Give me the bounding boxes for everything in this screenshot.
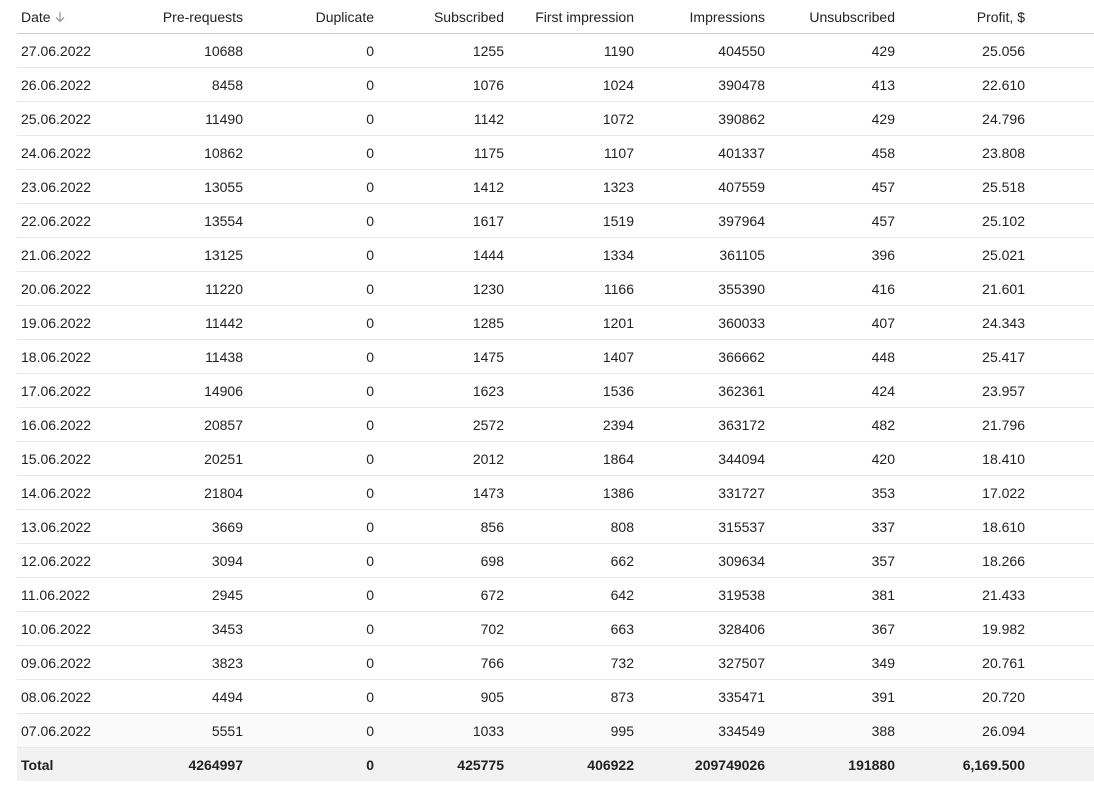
- cell-subscribed: 1285: [374, 306, 504, 340]
- cell-subscribed: 1623: [374, 374, 504, 408]
- total-row: [17, 748, 1094, 782]
- cell-subscribed: 1412: [374, 170, 504, 204]
- cell-prerequests: 4494: [131, 680, 243, 714]
- row-spacer: [1025, 510, 1094, 544]
- cell-impressions: 344094: [634, 442, 765, 476]
- cell-prerequests: 20857: [131, 408, 243, 442]
- cell-unsubscribed: 457: [765, 204, 895, 238]
- row-spacer: [1025, 238, 1094, 272]
- cell-unsubscribed: 458: [765, 136, 895, 170]
- cell-subscribed: 2572: [374, 408, 504, 442]
- table-row: [17, 476, 1094, 510]
- cell-date: 15.06.2022: [17, 442, 131, 476]
- table-row: [17, 374, 1094, 408]
- row-spacer: [1025, 442, 1094, 476]
- cell-profit: 17.022: [895, 476, 1025, 510]
- cell-prerequests: 3669: [131, 510, 243, 544]
- cell-duplicate: 0: [243, 136, 374, 170]
- cell-prerequests: 3094: [131, 544, 243, 578]
- cell-impressions: 327507: [634, 646, 765, 680]
- cell-date: 13.06.2022: [17, 510, 131, 544]
- cell-prerequests: 20251: [131, 442, 243, 476]
- cell-duplicate: 0: [243, 442, 374, 476]
- cell-profit: 19.982: [895, 612, 1025, 646]
- cell-first-impression: 1407: [504, 340, 634, 374]
- cell-profit: 24.796: [895, 102, 1025, 136]
- cell-duplicate: 0: [243, 646, 374, 680]
- cell-first-impression: 1323: [504, 170, 634, 204]
- table-row: [17, 306, 1094, 340]
- cell-first-impression: 1386: [504, 476, 634, 510]
- cell-impressions: 309634: [634, 544, 765, 578]
- cell-date: 16.06.2022: [17, 408, 131, 442]
- table-row: [17, 204, 1094, 238]
- column-header-label: Date: [21, 8, 51, 25]
- cell-first-impression: 663: [504, 612, 634, 646]
- stats-table: [17, 0, 1094, 781]
- cell-duplicate: 0: [243, 340, 374, 374]
- cell-duplicate: 0: [243, 34, 374, 68]
- cell-date: 08.06.2022: [17, 680, 131, 714]
- table-row: [17, 680, 1094, 714]
- cell-subscribed: 1617: [374, 204, 504, 238]
- cell-impressions: 335471: [634, 680, 765, 714]
- table-row: [17, 340, 1094, 374]
- row-spacer: [1025, 578, 1094, 612]
- row-spacer: [1025, 340, 1094, 374]
- table-row: [17, 578, 1094, 612]
- cell-prerequests: 8458: [131, 68, 243, 102]
- cell-impressions: 328406: [634, 612, 765, 646]
- table-row: [17, 238, 1094, 272]
- cell-impressions: 334549: [634, 714, 765, 748]
- cell-date: 14.06.2022: [17, 476, 131, 510]
- row-spacer: [1025, 714, 1094, 748]
- cell-unsubscribed: 367: [765, 612, 895, 646]
- cell-prerequests: 13125: [131, 238, 243, 272]
- cell-duplicate: 0: [243, 204, 374, 238]
- cell-profit: 25.102: [895, 204, 1025, 238]
- column-header-prerequests[interactable]: Pre-requests: [131, 0, 243, 34]
- cell-date: 20.06.2022: [17, 272, 131, 306]
- cell-subscribed: 2012: [374, 442, 504, 476]
- total-first-impression: 406922: [504, 748, 634, 782]
- cell-date: 24.06.2022: [17, 136, 131, 170]
- cell-impressions: 315537: [634, 510, 765, 544]
- cell-subscribed: 1475: [374, 340, 504, 374]
- cell-duplicate: 0: [243, 544, 374, 578]
- table-row: [17, 102, 1094, 136]
- cell-impressions: 397964: [634, 204, 765, 238]
- cell-first-impression: 1024: [504, 68, 634, 102]
- cell-unsubscribed: 424: [765, 374, 895, 408]
- cell-profit: 23.808: [895, 136, 1025, 170]
- row-spacer: [1025, 68, 1094, 102]
- cell-subscribed: 1175: [374, 136, 504, 170]
- cell-prerequests: 13055: [131, 170, 243, 204]
- cell-first-impression: 1334: [504, 238, 634, 272]
- cell-profit: 23.957: [895, 374, 1025, 408]
- row-spacer: [1025, 170, 1094, 204]
- table-row: [17, 272, 1094, 306]
- cell-unsubscribed: 482: [765, 408, 895, 442]
- cell-unsubscribed: 388: [765, 714, 895, 748]
- cell-first-impression: 732: [504, 646, 634, 680]
- cell-profit: 24.343: [895, 306, 1025, 340]
- cell-prerequests: 3823: [131, 646, 243, 680]
- cell-profit: 25.518: [895, 170, 1025, 204]
- cell-first-impression: 1107: [504, 136, 634, 170]
- row-spacer: [1025, 612, 1094, 646]
- column-header-date[interactable]: [17, 0, 131, 34]
- cell-impressions: 355390: [634, 272, 765, 306]
- cell-subscribed: 672: [374, 578, 504, 612]
- column-header-impressions[interactable]: Impressions: [634, 0, 765, 34]
- cell-profit: 20.761: [895, 646, 1025, 680]
- cell-unsubscribed: 349: [765, 646, 895, 680]
- cell-prerequests: 13554: [131, 204, 243, 238]
- cell-subscribed: 766: [374, 646, 504, 680]
- total-profit: 6,169.500: [895, 748, 1025, 782]
- cell-unsubscribed: 416: [765, 272, 895, 306]
- cell-subscribed: 1444: [374, 238, 504, 272]
- cell-prerequests: 2945: [131, 578, 243, 612]
- cell-first-impression: 642: [504, 578, 634, 612]
- cell-duplicate: 0: [243, 612, 374, 646]
- cell-duplicate: 0: [243, 680, 374, 714]
- cell-unsubscribed: 407: [765, 306, 895, 340]
- cell-unsubscribed: 429: [765, 102, 895, 136]
- cell-duplicate: 0: [243, 476, 374, 510]
- cell-duplicate: 0: [243, 306, 374, 340]
- cell-unsubscribed: 357: [765, 544, 895, 578]
- cell-impressions: 407559: [634, 170, 765, 204]
- row-spacer: [1025, 374, 1094, 408]
- cell-profit: 25.417: [895, 340, 1025, 374]
- cell-profit: 26.094: [895, 714, 1025, 748]
- cell-date: 17.06.2022: [17, 374, 131, 408]
- cell-unsubscribed: 420: [765, 442, 895, 476]
- cell-date: 25.06.2022: [17, 102, 131, 136]
- cell-date: 19.06.2022: [17, 306, 131, 340]
- total-spacer: [1025, 748, 1094, 782]
- cell-duplicate: 0: [243, 272, 374, 306]
- cell-impressions: 366662: [634, 340, 765, 374]
- table-row: [17, 170, 1094, 204]
- table-header-row: [17, 0, 1094, 34]
- table-row: [17, 714, 1094, 748]
- arrow-down-icon[interactable]: [54, 11, 66, 23]
- cell-impressions: 319538: [634, 578, 765, 612]
- cell-duplicate: 0: [243, 374, 374, 408]
- cell-unsubscribed: 457: [765, 170, 895, 204]
- cell-prerequests: 10862: [131, 136, 243, 170]
- cell-impressions: 404550: [634, 34, 765, 68]
- cell-first-impression: 1536: [504, 374, 634, 408]
- cell-duplicate: 0: [243, 238, 374, 272]
- cell-profit: 21.601: [895, 272, 1025, 306]
- cell-unsubscribed: 413: [765, 68, 895, 102]
- row-spacer: [1025, 204, 1094, 238]
- cell-subscribed: 1076: [374, 68, 504, 102]
- cell-profit: 21.433: [895, 578, 1025, 612]
- cell-prerequests: 11438: [131, 340, 243, 374]
- row-spacer: [1025, 544, 1094, 578]
- row-spacer: [1025, 136, 1094, 170]
- cell-profit: 18.266: [895, 544, 1025, 578]
- cell-profit: 22.610: [895, 68, 1025, 102]
- cell-date: 23.06.2022: [17, 170, 131, 204]
- cell-prerequests: 11490: [131, 102, 243, 136]
- cell-subscribed: 1142: [374, 102, 504, 136]
- cell-duplicate: 0: [243, 170, 374, 204]
- cell-first-impression: 662: [504, 544, 634, 578]
- table-row: [17, 34, 1094, 68]
- row-spacer: [1025, 306, 1094, 340]
- table-row: [17, 510, 1094, 544]
- cell-prerequests: 14906: [131, 374, 243, 408]
- cell-profit: 18.610: [895, 510, 1025, 544]
- column-header-subscribed[interactable]: Subscribed: [374, 0, 504, 34]
- cell-impressions: 401337: [634, 136, 765, 170]
- table-row: [17, 442, 1094, 476]
- cell-prerequests: 11220: [131, 272, 243, 306]
- cell-first-impression: 873: [504, 680, 634, 714]
- row-spacer: [1025, 680, 1094, 714]
- total-label: Total: [17, 748, 131, 782]
- column-header-profit[interactable]: Profit, $: [895, 0, 1025, 34]
- cell-first-impression: 1190: [504, 34, 634, 68]
- cell-first-impression: 808: [504, 510, 634, 544]
- total-prerequests: 4264997: [131, 748, 243, 782]
- total-duplicate: 0: [243, 748, 374, 782]
- column-header-spacer: [1025, 0, 1094, 34]
- cell-prerequests: 10688: [131, 34, 243, 68]
- cell-subscribed: 702: [374, 612, 504, 646]
- cell-duplicate: 0: [243, 68, 374, 102]
- cell-prerequests: 3453: [131, 612, 243, 646]
- cell-duplicate: 0: [243, 408, 374, 442]
- cell-duplicate: 0: [243, 102, 374, 136]
- cell-profit: 25.056: [895, 34, 1025, 68]
- cell-subscribed: 1230: [374, 272, 504, 306]
- cell-subscribed: 905: [374, 680, 504, 714]
- cell-first-impression: 1166: [504, 272, 634, 306]
- row-spacer: [1025, 102, 1094, 136]
- cell-date: 07.06.2022: [17, 714, 131, 748]
- cell-duplicate: 0: [243, 714, 374, 748]
- cell-date: 27.06.2022: [17, 34, 131, 68]
- table-row: [17, 544, 1094, 578]
- cell-profit: 20.720: [895, 680, 1025, 714]
- cell-subscribed: 856: [374, 510, 504, 544]
- cell-impressions: 390862: [634, 102, 765, 136]
- cell-profit: 21.796: [895, 408, 1025, 442]
- cell-unsubscribed: 337: [765, 510, 895, 544]
- cell-first-impression: 1519: [504, 204, 634, 238]
- cell-profit: 18.410: [895, 442, 1025, 476]
- column-header-first-impression[interactable]: First impression: [504, 0, 634, 34]
- cell-prerequests: 11442: [131, 306, 243, 340]
- cell-subscribed: 1473: [374, 476, 504, 510]
- cell-unsubscribed: 353: [765, 476, 895, 510]
- cell-duplicate: 0: [243, 510, 374, 544]
- cell-subscribed: 1033: [374, 714, 504, 748]
- column-header-duplicate[interactable]: Duplicate: [243, 0, 374, 34]
- total-unsubscribed: 191880: [765, 748, 895, 782]
- cell-date: 18.06.2022: [17, 340, 131, 374]
- cell-first-impression: 1201: [504, 306, 634, 340]
- cell-impressions: 390478: [634, 68, 765, 102]
- cell-impressions: 360033: [634, 306, 765, 340]
- cell-impressions: 361105: [634, 238, 765, 272]
- table-row: [17, 646, 1094, 680]
- row-spacer: [1025, 646, 1094, 680]
- cell-impressions: 363172: [634, 408, 765, 442]
- cell-date: 22.06.2022: [17, 204, 131, 238]
- cell-date: 26.06.2022: [17, 68, 131, 102]
- cell-date: 10.06.2022: [17, 612, 131, 646]
- cell-prerequests: 21804: [131, 476, 243, 510]
- stats-table-container: [17, 0, 1094, 781]
- column-header-unsubscribed[interactable]: Unsubscribed: [765, 0, 895, 34]
- cell-impressions: 331727: [634, 476, 765, 510]
- row-spacer: [1025, 476, 1094, 510]
- cell-unsubscribed: 429: [765, 34, 895, 68]
- cell-first-impression: 1072: [504, 102, 634, 136]
- table-row: [17, 408, 1094, 442]
- cell-prerequests: 5551: [131, 714, 243, 748]
- cell-impressions: 362361: [634, 374, 765, 408]
- cell-subscribed: 1255: [374, 34, 504, 68]
- cell-duplicate: 0: [243, 578, 374, 612]
- cell-unsubscribed: 381: [765, 578, 895, 612]
- table-row: [17, 136, 1094, 170]
- row-spacer: [1025, 272, 1094, 306]
- row-spacer: [1025, 408, 1094, 442]
- cell-unsubscribed: 391: [765, 680, 895, 714]
- row-spacer: [1025, 34, 1094, 68]
- table-body: [17, 34, 1094, 748]
- cell-subscribed: 698: [374, 544, 504, 578]
- total-subscribed: 425775: [374, 748, 504, 782]
- cell-unsubscribed: 448: [765, 340, 895, 374]
- cell-date: 09.06.2022: [17, 646, 131, 680]
- cell-date: 21.06.2022: [17, 238, 131, 272]
- total-impressions: 209749026: [634, 748, 765, 782]
- cell-first-impression: 995: [504, 714, 634, 748]
- cell-date: 12.06.2022: [17, 544, 131, 578]
- cell-date: 11.06.2022: [17, 578, 131, 612]
- cell-first-impression: 1864: [504, 442, 634, 476]
- cell-profit: 25.021: [895, 238, 1025, 272]
- cell-unsubscribed: 396: [765, 238, 895, 272]
- cell-first-impression: 2394: [504, 408, 634, 442]
- table-row: [17, 68, 1094, 102]
- table-row: [17, 612, 1094, 646]
